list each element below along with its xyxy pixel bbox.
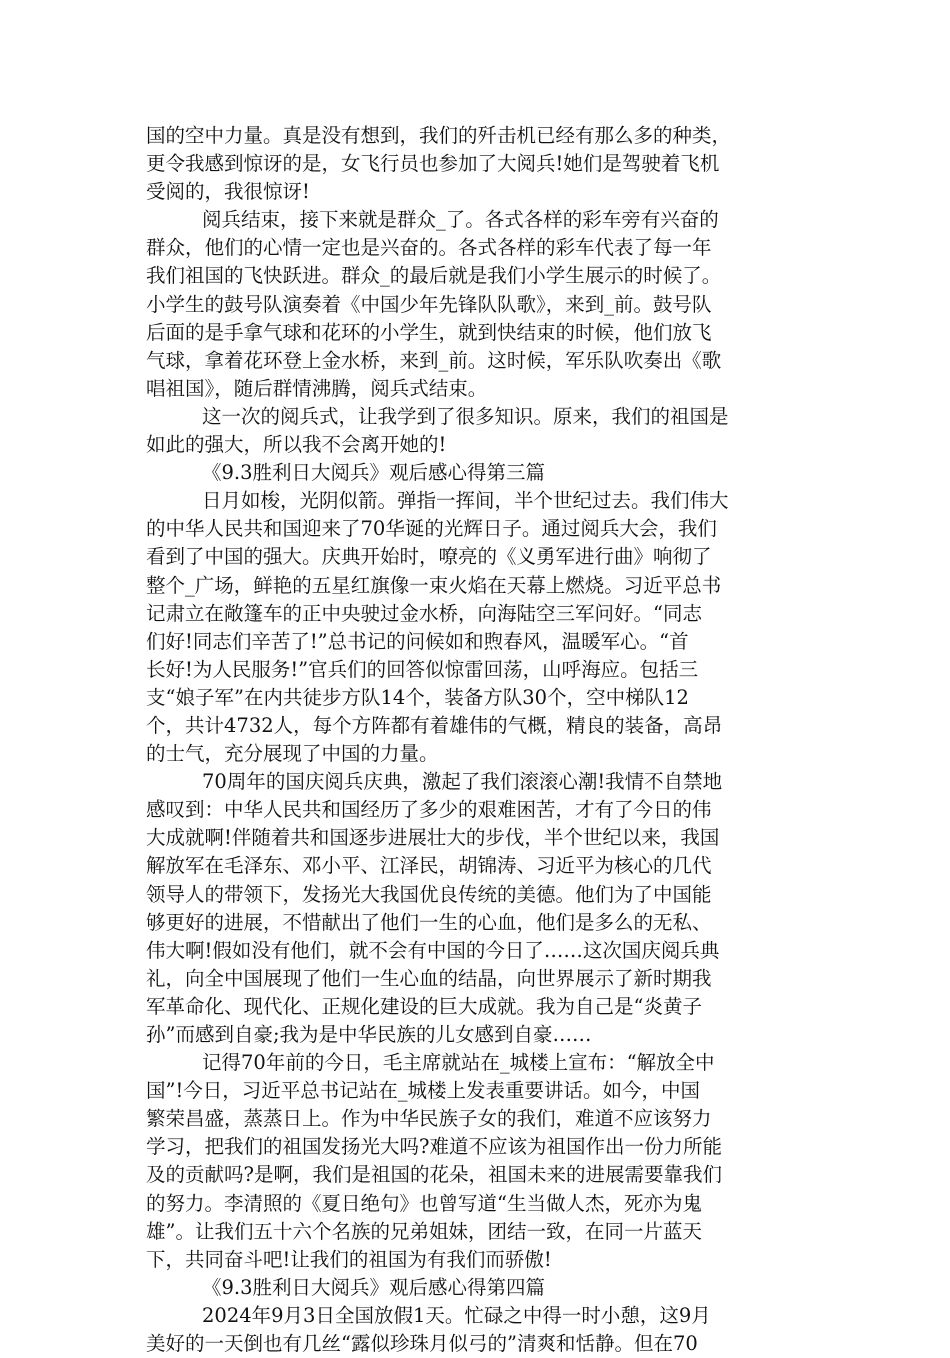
text-line: 领导人的带领下，发扬光大我国优良传统的美德。他们为了中国能 — [146, 882, 712, 906]
text-line: 国”!今日，习近平总书记站在_城楼上发表重要讲话。如今，中国 — [146, 1079, 701, 1103]
text-line: 孙”而感到自豪;我为是中华民族的儿女感到自豪…… — [146, 1023, 592, 1046]
text-line: 够更好的进展，不惜献出了他们一生的心血，他们是多么的无私、 — [146, 910, 712, 934]
text-line: 2024年9月3日全国放假1天。忙碌之中得一时小憩，这9月 — [202, 1303, 711, 1327]
text-line: 大成就啊!伴随着共和国逐步进展壮大的步伐，半个世纪以来，我国 — [146, 826, 720, 850]
document-page — [146, 122, 812, 1358]
text-line: 军革命化、现代化、正规化建设的巨大成就。我为自己是“炎黄子 — [146, 994, 702, 1018]
text-line: 群众，他们的心情一定也是兴奋的。各式各样的彩车代表了每一年 — [146, 236, 712, 260]
text-line: 如此的强大，所以我不会离开她的! — [146, 433, 447, 457]
text-line: 这一次的阅兵式，让我学到了很多知识。原来，我们的祖国是 — [202, 404, 729, 428]
text-line: 气球，拿着花环登上金水桥，来到_前。这时候，军乐队吹奏出《歌 — [146, 348, 722, 372]
text-line: 解放军在毛泽东、邓小平、江泽民，胡锦涛、习近平为核心的几代 — [146, 854, 712, 878]
text-line: 更令我感到惊讶的是，女飞行员也参加了大阅兵!她们是驾驶着飞机 — [146, 152, 720, 176]
text-line: 学习，把我们的祖国发扬光大吗?难道不应该为祖国作出一份力所能 — [146, 1135, 722, 1159]
text-line: 及的贡献吗?是啊，我们是祖国的花朵，祖国未来的进展需要靠我们 — [146, 1163, 722, 1187]
section-heading: 《9.3胜利日大阅兵》观后感心得第四篇 — [202, 1275, 546, 1299]
text-line: 的努力。李清照的《夏日绝句》也曾写道“生当做人杰，死亦为鬼 — [146, 1191, 702, 1215]
text-line: 小学生的鼓号队演奏着《中国少年先锋队队歌》，来到_前。鼓号队 — [146, 292, 712, 316]
text-line: 美好的一天倒也有几丝“露似珍珠月似弓的”清爽和恬静。但在70 — [146, 1332, 698, 1356]
section-heading: 《9.3胜利日大阅兵》观后感心得第三篇 — [202, 461, 546, 485]
text-line: 70周年的国庆阅兵庆典，激起了我们滚滚心潮!我情不自禁地 — [202, 770, 723, 794]
text-line: 看到了中国的强大。庆典开始时，嘹亮的《义勇军进行曲》响彻了 — [146, 545, 712, 569]
text-line: 我们祖国的飞快跃进。群众_的最后就是我们小学生展示的时候了。 — [146, 264, 722, 288]
text-line: 日月如梭，光阴似箭。弹指一挥间，半个世纪过去。我们伟大 — [202, 489, 729, 513]
text-line: 阅兵结束，接下来就是群众_了。各式各样的彩车旁有兴奋的 — [202, 208, 719, 232]
text-line: 记肃立在敞篷车的正中央驶过金水桥，向海陆空三军问好。“同志 — [146, 601, 702, 625]
text-line: 支“娘子军”在内共徒步方队14个，装备方队30个，空中梯队12 — [146, 685, 689, 709]
text-line: 个，共计4732人，每个方阵都有着雄伟的气概，精良的装备，高昂 — [146, 713, 723, 737]
text-line: 后面的是手拿气球和花环的小学生，就到快结束的时候，他们放飞 — [146, 320, 712, 344]
text-line: 感叹到：中华人民共和国经历了多少的艰难困苦，才有了今日的伟 — [146, 798, 712, 822]
text-line: 国的空中力量。真是没有想到，我们的歼击机已经有那么多的种类， — [146, 124, 732, 147]
text-line: 雄”。让我们五十六个名族的兄弟姐妹，团结一致，在同一片蓝天 — [146, 1219, 702, 1243]
text-line: 记得70年前的今日，毛主席就站在_城楼上宣布：“解放全中 — [202, 1051, 715, 1075]
text-line: 长好!为人民服务!”官兵们的回答似惊雷回荡，山呼海应。包括三 — [146, 657, 699, 681]
text-line: 唱祖国》，随后群情沸腾，阅兵式结束。 — [146, 376, 488, 400]
text-line: 的中华人民共和国迎来了70华诞的光辉日子。通过阅兵大会，我们 — [146, 517, 717, 541]
text-line: 伟大啊!假如没有他们，就不会有中国的今日了……这次国庆阅兵典 — [146, 938, 720, 962]
text-line: 的士气，充分展现了中国的力量。 — [146, 742, 439, 766]
text-line: 下，共同奋斗吧!让我们的祖国为有我们而骄傲! — [146, 1247, 552, 1271]
text-line: 整个_广场，鲜艳的五星红旗像一束火焰在天幕上燃烧。习近平总书 — [146, 573, 722, 597]
text-line: 繁荣昌盛，蒸蒸日上。作为中华民族子女的我们，难道不应该努力 — [146, 1107, 712, 1131]
text-line: 们好!同志们辛苦了!”总书记的问候如和煦春风，温暖军心。“首 — [146, 629, 689, 653]
text-line: 受阅的，我很惊讶! — [146, 180, 310, 204]
text-line: 礼，向全中国展现了他们一生心血的结晶，向世界展示了新时期我 — [146, 966, 712, 990]
